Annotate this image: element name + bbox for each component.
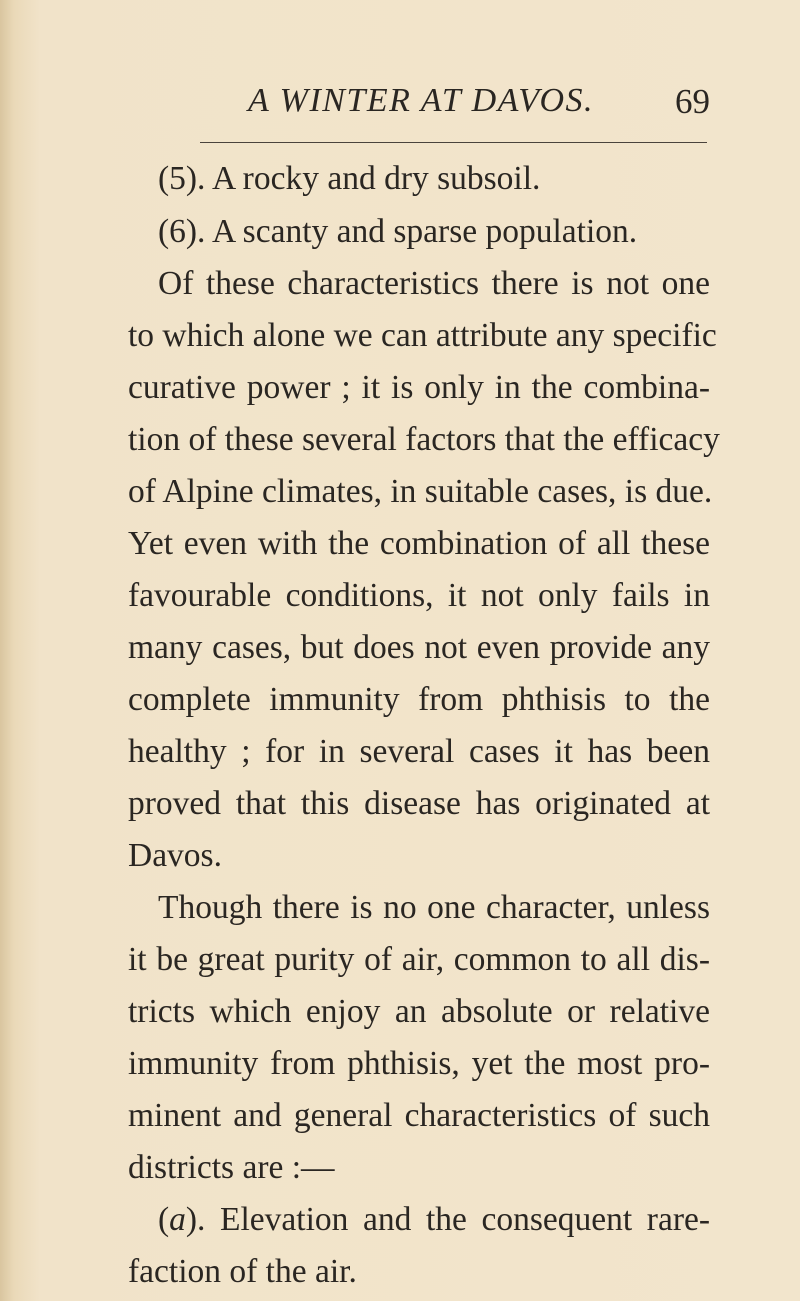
list-marker-open: ( [158, 1201, 170, 1238]
paragraph-line: tricts which enjoy an absolute or relative [128, 993, 710, 1030]
list-marker: (6). [158, 213, 206, 250]
paragraph-line: of Alpine climates, in suitable cases, is due. [128, 473, 713, 510]
running-head: A WINTER AT DAVOS. [248, 82, 595, 119]
list-item-a-continuation [128, 1255, 357, 1289]
header-rule [200, 142, 707, 143]
list-marker: (5). [158, 160, 206, 197]
list-text: A rocky and dry subsoil. [205, 160, 541, 197]
page-number: 69 [675, 82, 710, 121]
list-text: A scanty and sparse population. [205, 213, 638, 250]
paragraph-line: Davos. [128, 837, 222, 874]
list-item-a [158, 1203, 710, 1237]
list-item-6 [158, 215, 637, 249]
paragraph-line: Of these characteristics there is not one [158, 265, 710, 302]
paragraph-line: immunity from phthisis, yet the most pro- [128, 1045, 710, 1082]
list-text: Elevation and the consequent rare- [205, 1201, 710, 1238]
list-marker-letter: a [169, 1201, 186, 1238]
paragraph-line: many cases, but does not even provide any [128, 629, 710, 666]
paragraph-line: to which alone we can attribute any specific [128, 317, 717, 354]
paragraph-line: complete immunity from phthisis to the [128, 681, 710, 718]
paragraph-line: healthy ; for in several cases it has been [128, 733, 710, 770]
paragraph-line: favourable conditions, it not only fails in [128, 577, 710, 614]
paragraph-line: proved that this disease has originated at [128, 785, 710, 822]
list-item-5 [158, 162, 540, 196]
paragraph-line: districts are :— [128, 1149, 335, 1186]
list-marker-close: ). [185, 1201, 206, 1238]
paragraph-line: it be great purity of air, common to all dis- [128, 941, 710, 978]
paragraph-line: minent and general characteristics of such [128, 1097, 710, 1134]
paragraph-line: Yet even with the combination of all these [128, 525, 710, 562]
paragraph-line: tion of these several factors that the efficacy [128, 421, 720, 458]
paragraph-line: Though there is no one character, unless [158, 889, 710, 926]
paragraph-line: curative power ; it is only in the combina- [128, 369, 710, 406]
page-header [128, 82, 710, 132]
list-text-continuation: faction of the air. [128, 1253, 357, 1290]
